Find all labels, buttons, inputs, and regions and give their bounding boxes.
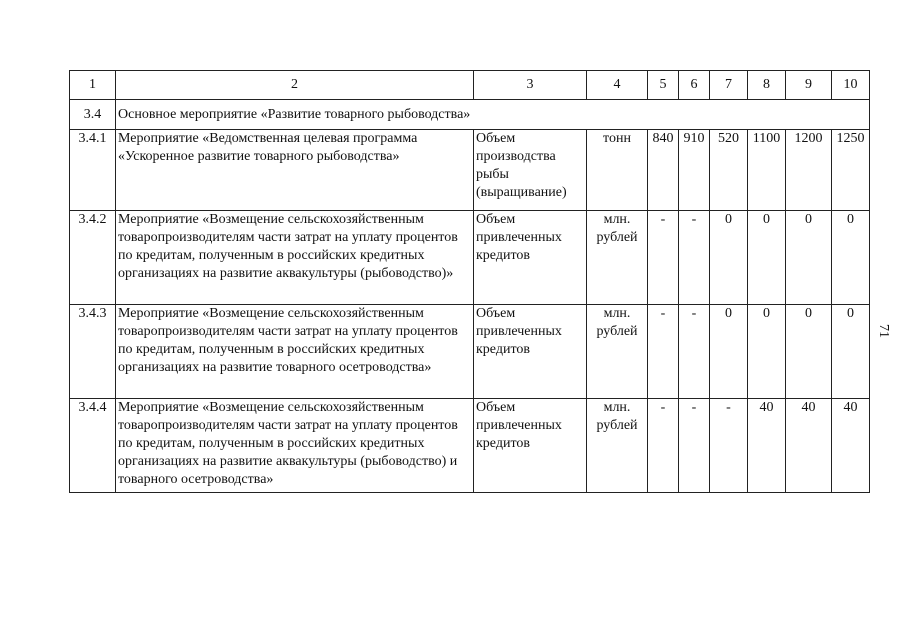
value-cell: 0 xyxy=(786,305,832,399)
indicator: Объем привлеченных кредитов xyxy=(474,399,587,493)
value-cell: - xyxy=(679,399,710,493)
header-row xyxy=(70,71,870,100)
value-cell: 0 xyxy=(832,305,870,399)
unit: млн. рублей xyxy=(587,211,648,305)
value-cell: 1100 xyxy=(748,130,786,211)
unit: млн. рублей xyxy=(587,399,648,493)
value-cell: 0 xyxy=(710,211,748,305)
row-number: 3.4.2 xyxy=(70,211,116,305)
value-cell: 0 xyxy=(748,305,786,399)
measure-name: Мероприятие «Возмещение сельскохозяйственным товаропроизводителям части затрат на уплату процентов по кредитам, полученным в российских кредитных организациях на развитие аквакультуры (рыбоводство)» xyxy=(116,211,474,305)
value-cell: - xyxy=(648,211,679,305)
value-cell: 0 xyxy=(710,305,748,399)
section-row xyxy=(70,100,870,130)
section-title: Основное мероприятие «Развитие товарного рыбоводства» xyxy=(116,100,870,130)
unit: тонн xyxy=(587,130,648,211)
section-number: 3.4 xyxy=(70,100,116,130)
table-row xyxy=(70,399,870,493)
indicator: Объем производства рыбы (выращивание) xyxy=(474,130,587,211)
header-cell: 6 xyxy=(679,71,710,100)
value-cell: 0 xyxy=(832,211,870,305)
header-cell: 8 xyxy=(748,71,786,100)
header-cell: 3 xyxy=(474,71,587,100)
value-cell: - xyxy=(648,399,679,493)
header-cell: 10 xyxy=(832,71,870,100)
row-number: 3.4.3 xyxy=(70,305,116,399)
measures-table xyxy=(69,70,870,493)
row-number: 3.4.1 xyxy=(70,130,116,211)
value-cell: 1250 xyxy=(832,130,870,211)
header-cell: 5 xyxy=(648,71,679,100)
header-cell: 7 xyxy=(710,71,748,100)
page-number: 71 xyxy=(876,324,891,338)
value-cell: 40 xyxy=(748,399,786,493)
value-cell: 0 xyxy=(748,211,786,305)
value-cell: 520 xyxy=(710,130,748,211)
indicator: Объем привлеченных кредитов xyxy=(474,305,587,399)
table-row xyxy=(70,211,870,305)
value-cell: - xyxy=(648,305,679,399)
header-cell: 1 xyxy=(70,71,116,100)
value-cell: 0 xyxy=(786,211,832,305)
unit: млн. рублей xyxy=(587,305,648,399)
measure-name: Мероприятие «Возмещение сельскохозяйственным товаропроизводителям части затрат на уплату процентов по кредитам, полученным в российских кредитных организациях на развитие аквакультуры (рыбоводство) и товарного осетроводства» xyxy=(116,399,474,493)
measure-name: Мероприятие «Ведомственная целевая программа «Ускоренное развитие товарного рыбоводства» xyxy=(116,130,474,211)
header-cell: 2 xyxy=(116,71,474,100)
value-cell: 1200 xyxy=(786,130,832,211)
value-cell: 40 xyxy=(832,399,870,493)
row-number: 3.4.4 xyxy=(70,399,116,493)
indicator: Объем привлеченных кредитов xyxy=(474,211,587,305)
value-cell: 40 xyxy=(786,399,832,493)
table-row xyxy=(70,130,870,211)
value-cell: 840 xyxy=(648,130,679,211)
value-cell: - xyxy=(679,211,710,305)
value-cell: 910 xyxy=(679,130,710,211)
header-cell: 4 xyxy=(587,71,648,100)
value-cell: - xyxy=(679,305,710,399)
measure-name: Мероприятие «Возмещение сельскохозяйственным товаропроизводителям части затрат на уплату процентов по кредитам, полученным в российских кредитных организациях на развитие товарного осетроводства» xyxy=(116,305,474,399)
table-row xyxy=(70,305,870,399)
value-cell: - xyxy=(710,399,748,493)
header-cell: 9 xyxy=(786,71,832,100)
